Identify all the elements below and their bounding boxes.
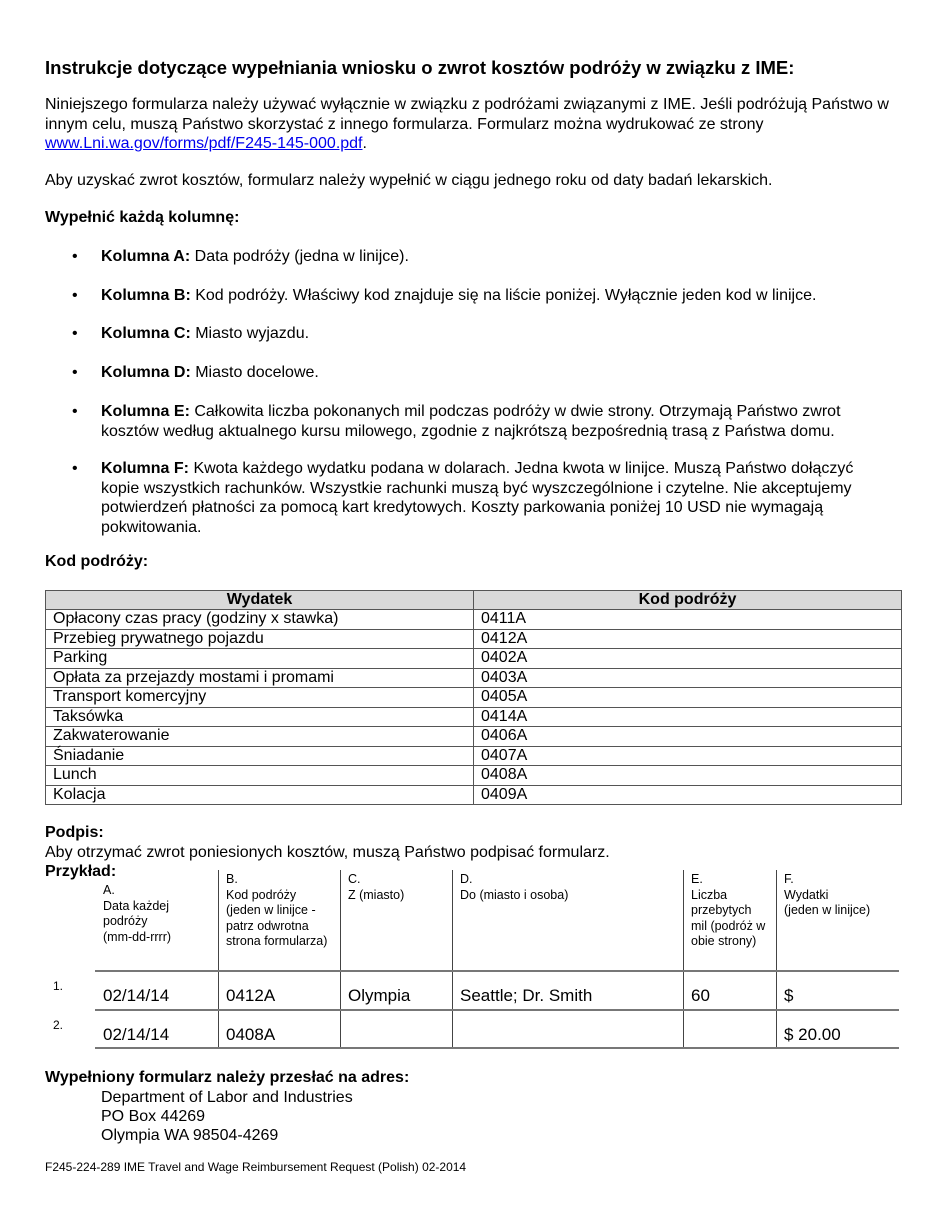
travel-codes-table [45,590,902,805]
form-link[interactable]: www.Lni.wa.gov/forms/pdf/F245-145-000.pdf [45,135,363,152]
code-cell: 0403A [474,668,902,688]
expense-cell: Parking [46,649,474,669]
expense-cell: Lunch [46,766,474,786]
example-header-miles: E. Liczba przebytych mil (podróż w obie strony) [691,872,766,948]
column-instruction [72,247,882,267]
intro-paragraph [45,95,935,154]
table-row [46,610,902,630]
expense-cell: Opłacony czas pracy (godziny x stawka) [46,610,474,630]
row-number: 1. [53,979,64,993]
example-cell-code: 0408A [226,1025,276,1044]
table-row [46,688,902,708]
example-cell-expenses: $ [784,986,794,1005]
row-number: 2. [53,1018,64,1032]
column-description: Kod podróży. Właściwy kod znajduje się na liście poniżej. Wyłącznie jeden kod w linijce. [190,287,817,304]
column-description: Całkowita liczba pokonanych mil podczas podróży w dwie strony. Otrzymają Państwo zwrot kosztów według aktualnego kursu milowego, zgodnie z najkrótszą bezpośrednią trasą z Państwa domu. [101,403,841,440]
example-header-code: B. Kod podróży (jeden w linijce - patrz odwrotna strona formularza) [226,872,328,948]
column-divider [776,870,777,1048]
header-expense: Wydatek [46,591,474,610]
expense-cell: Transport komercyjny [46,688,474,708]
table-row [46,746,902,766]
example-header-date: A. Data każdej podróży (mm-dd-rrrr) [103,883,172,944]
table-row [46,785,902,805]
column-label: Kolumna B: [101,287,191,304]
instruction-text [101,459,882,537]
column-description: Data podróży (jedna w linijce). [190,248,409,265]
example-cell-date: 02/14/14 [103,1025,170,1044]
column-label: Kolumna A: [101,248,191,265]
expense-cell: Śniadanie [46,746,474,766]
address-line: Olympia WA 98504-4269 [101,1127,279,1144]
code-cell: 0412A [474,629,902,649]
column-divider [340,870,341,1048]
code-cell: 0414A [474,707,902,727]
signature-heading: Podpis: [45,824,104,841]
mail-heading: Wypełniony formularz należy przesłać na adres: [45,1069,410,1086]
expense-cell: Taksówka [46,707,474,727]
column-divider [452,870,453,1048]
code-cell: 0408A [474,766,902,786]
mailing-address [101,1088,353,1145]
column-description: Kwota każdego wydatku podana w dolarach. Jedna kwota w linijce. Muszą Państwo dołączyć kopie wszystkich rachunków. Wszystkie rachunki muszą być wyszczególnione i czytelne. Nie akceptujemy potwierdzeń płatności za pomocą kart kredytowych. Koszty parkowania poniżej 10 USD nie wymagają pokwitowania. [101,460,854,536]
column-instruction [72,324,882,344]
example-header-expenses: F. Wydatki (jeden w linijce) [784,872,871,917]
example-cell-expenses: $ 20.00 [784,1025,841,1044]
expense-cell: Zakwaterowanie [46,727,474,747]
instruction-text [101,402,882,441]
expense-cell: Kolacja [46,785,474,805]
example-cell-miles: 60 [691,986,710,1005]
expense-cell: Opłata za przejazdy mostami i promami [46,668,474,688]
bullet-icon: • [72,403,78,420]
bullet-icon: • [72,325,78,342]
code-cell: 0405A [474,688,902,708]
address-line: Department of Labor and Industries [101,1089,353,1106]
column-instruction [72,402,882,441]
column-label: Kolumna E: [101,403,190,420]
expense-cell: Przebieg prywatnego pojazdu [46,629,474,649]
example-header-to: D. Do (miasto i osoba) [460,872,569,902]
bullet-icon: • [72,460,78,477]
example-cell-to: Seattle; Dr. Smith [460,986,593,1005]
column-instruction [72,363,882,383]
table-row [46,727,902,747]
signature-text: Aby otrzymać zwrot poniesionych kosztów, muszą Państwo podpisać formularz. [45,844,610,861]
header-code: Kod podróży [474,591,902,610]
address-line: PO Box 44269 [101,1108,206,1125]
example-header-from: C. Z (miasto) [348,872,405,902]
code-cell: 0406A [474,727,902,747]
form-footer: F245-224-289 IME Travel and Wage Reimbursement Request (Polish) 02-2014 [45,1160,467,1174]
bullet-icon: • [72,364,78,381]
code-cell: 0411A [474,610,902,630]
column-instruction [72,286,882,306]
column-instruction [72,459,882,537]
column-description: Miasto wyjazdu. [190,325,310,342]
example-heading: Przykład: [45,863,117,880]
column-label: Kolumna F: [101,460,189,477]
table-row [46,649,902,669]
code-cell: 0409A [474,785,902,805]
codes-heading: Kod podróży: [45,553,149,570]
columns-heading: Wypełnić każdą kolumnę: [45,209,240,226]
bullet-icon: • [72,287,78,304]
example-cell-from: Olympia [348,986,411,1005]
deadline-text: Aby uzyskać zwrot kosztów, formularz należy wypełnić w ciągu jednego roku od daty badań lekarskich. [45,172,773,189]
instruction-text [101,247,882,267]
table-row [46,766,902,786]
table-row [46,668,902,688]
table-row [46,707,902,727]
intro-text: Niniejszego formularza należy używać wyłącznie w związku z podróżami związanymi z IME. Jeśli podróżują Państwo w innym celu, muszą Państwo skorzystać z innego formularza. Formularz można wydrukować ze strony [45,96,889,133]
bullet-icon: • [72,248,78,265]
column-label: Kolumna D: [101,364,191,381]
code-cell: 0407A [474,746,902,766]
instruction-text [101,363,882,383]
column-divider [218,870,219,1048]
row-divider [95,1047,899,1049]
example-cell-code: 0412A [226,986,276,1005]
instruction-text [101,324,882,344]
column-divider [683,870,684,1048]
column-description: Miasto docelowe. [190,364,319,381]
row-divider [95,1009,899,1011]
code-cell: 0402A [474,649,902,669]
example-cell-date: 02/14/14 [103,986,170,1005]
row-divider [95,970,899,972]
page-title: Instrukcje dotyczące wypełniania wniosku o zwrot kosztów podróży w związku z IME: [45,57,795,78]
intro-end: . [362,135,367,152]
example-table [0,870,950,1050]
table-row [46,629,902,649]
column-label: Kolumna C: [101,325,191,342]
instruction-text [101,286,882,306]
